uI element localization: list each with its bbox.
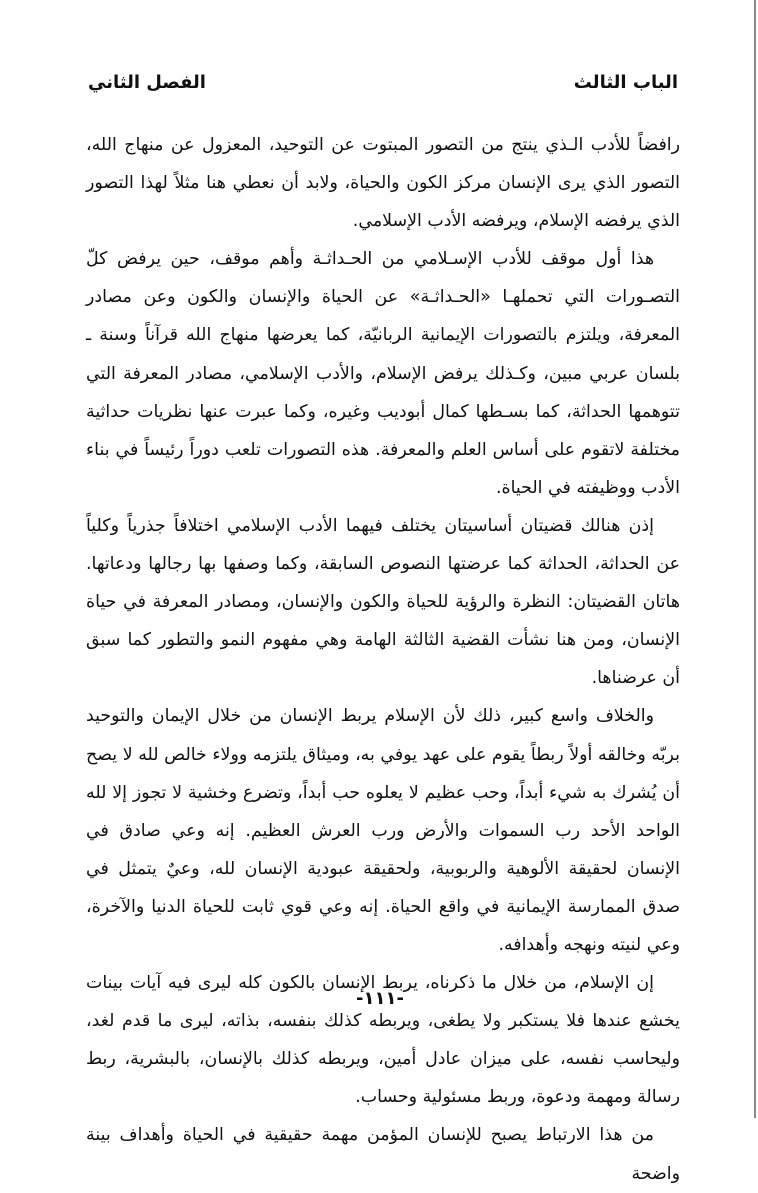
page-edge-line xyxy=(754,0,756,1118)
main-text xyxy=(86,126,680,1193)
chapter-title: الباب الثالث xyxy=(573,72,678,93)
page-number: -١١١- xyxy=(356,988,404,1009)
paragraph: هذا أول موقف للأدب الإسـلامي من الحـداثـة وأهم موقف، حين يرفض كلّ التصـورات التي تحملهـا «الحـداثـة» عن الحياة والإنسان والكون وعن مصادر المعرفة، ويلتزم بالتصورات الإيمانية الربانيّة، كما يعرضها منهاج الله قرآناً وسنة ـ بلسان عربي مبين، وكـذلك يرفض الإسلام، والأدب الإسلامي، مصادر المعرفة التي تتوهمها الحداثة، كما بسـطها كمال أبوديب وغيره، وكما عبرت عنها نظريات حداثية مختلفة لاتقوم على أساس العلم والمعرفة. هذه التصورات تلعب دوراً رئيساً في بناء الأدب ووظيفته في الحياة. xyxy=(86,249,680,498)
paragraph: من هذا الارتباط يصبح للإنسان المؤمن مهمة حقيقية في الحياة وأهداف بينة واضحة xyxy=(86,1125,680,1184)
paragraph: والخلاف واسع كبير، ذلك لأن الإسلام يربط الإنسان من خلال الإيمان والتوحيد بربّه وخالقه أولاً ربطاً يقوم على عهد يوفي به، وميثاق يلتزمه وولاء خالص لله لا يصح أن يُشرك به شيء أبداً، وحب عظيم لا يعلوه حب أبداً، وتضرع وخشية لا تجوز إلا لله الواحد الأحد رب السموات والأرض ورب العرش العظيم. إنه وعي صادق في الإنسان لحقيقة الألوهية والربوبية، ولحقيقة عبودية الإنسان لله، وعيٌ يتمثل في صدق الممارسة الإيمانية في واقع الحياة. إنه وعي قوي ثابت للحياة الدنيا والآخرة، وعي لنيته ونهجه وأهدافه. xyxy=(86,706,680,955)
paragraph: إن الإسلام، من خلال ما ذكرناه، يربط الإنسان بالكون كله ليرى فيه آيات بينات يخشع عندها فلا يستكبر ولا يطغى، ويربطه كذلك بنفسه، بذاته، ليرى ما قدم لغد، وليحاسب نفسه، على ميزان عادل أمين، ويربطه كذلك بالإنسان، بالبشرية، ربط رسالة ومهمة ودعوة، وربط مسئولية وحساب. xyxy=(86,973,680,1108)
paragraph: رافضاً للأدب الـذي ينتج من التصور المبتوت عن التوحيد، المعزول عن منهاج الله، التصور الذي يرى الإنسان مركز الكون والحياة، ولابد أن نعطي هنا مثلاً لهذا التصور الذي يرفضه الإسلام، ويرفضه الأدب الإسلامي. xyxy=(86,135,680,232)
running-header xyxy=(88,72,678,102)
section-title: الفصل الثاني xyxy=(88,72,206,93)
paragraph: إذن هنالك قضيتان أساسيتان يختلف فيهما الأدب الإسلامي اختلافاً جذرياً وكلياً عن الحداثة، الحداثة كما عرضتها النصوص السابقة، وكما وصفها بها رجالها ودعاتها. هاتان القضيتان: النظرة والرؤية للحياة والكون والإنسان، ومصادر المعرفة في حياة الإنسان، ومن هنا نشأت القضية الثالثة الهامة وهي مفهوم النمو والتطور كما سبق أن عرضناها. xyxy=(86,515,680,689)
